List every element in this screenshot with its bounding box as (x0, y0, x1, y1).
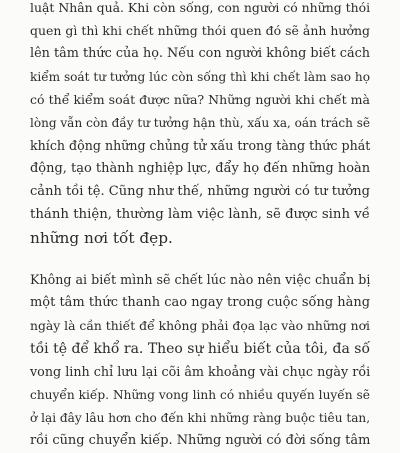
text-line: vong linh chỉ lưu lại cõi âm khoảng vài chục ngày rồi (30, 364, 371, 379)
text-line: ngày là cần thiết để không phải đọa lạc vào những nơi (30, 319, 370, 333)
text-line: chuyển kiếp. Những vong linh có nhiều quyến luyến sẽ (30, 388, 370, 402)
text-line: một tâm thức thanh cao ngay trong cuộc sống hàng (30, 295, 370, 310)
text-line: ở lại đây lâu hơn cho đến khi những ràng buộc tiêu tan, (30, 411, 371, 425)
text-line: kiểm soát tư tưởng lúc còn sống thì khi chết làm sao họ (30, 70, 370, 84)
text-line: lòng vẫn còn đầy tư tưởng hận thù, xấu xa, oán trách sẽ (30, 116, 371, 130)
text-line: Không ai biết mình sẽ chết lúc nào nên việc chuẩn bị (30, 272, 371, 287)
text-line: quen gì thì khi chết những thói quen đó sẽ ảnh hưởng (30, 23, 370, 38)
text-line: khích động những chủng tử xấu trong tàng thức phát (30, 138, 371, 153)
text-line: thánh thiện, thường làm việc lành, sẽ được sinh về (30, 207, 370, 222)
text-line: luật Nhân quả. Khi còn sống, con người có những thói (30, 0, 371, 15)
text-line: tồi tệ để khổ ra. Theo sự hiểu biết của tôi, đa số (30, 341, 370, 357)
text-line: những nơi tốt đẹp. (30, 229, 173, 247)
text-line: lên tâm thức của họ. Nếu con người không biết cách (30, 46, 370, 61)
text-line: có thể kiểm soát được nữa? Những người khi chết mà (30, 92, 370, 107)
text-line: động, tạo thành nghiệp lực, đẩy họ đến những hoàn (30, 161, 371, 176)
text-line: cảnh tồi tệ. Cũng như thế, những người có tư tưởng (30, 184, 370, 199)
text-line: rồi cũng chuyển kiếp. Những người có đời sống tâm (30, 433, 371, 448)
